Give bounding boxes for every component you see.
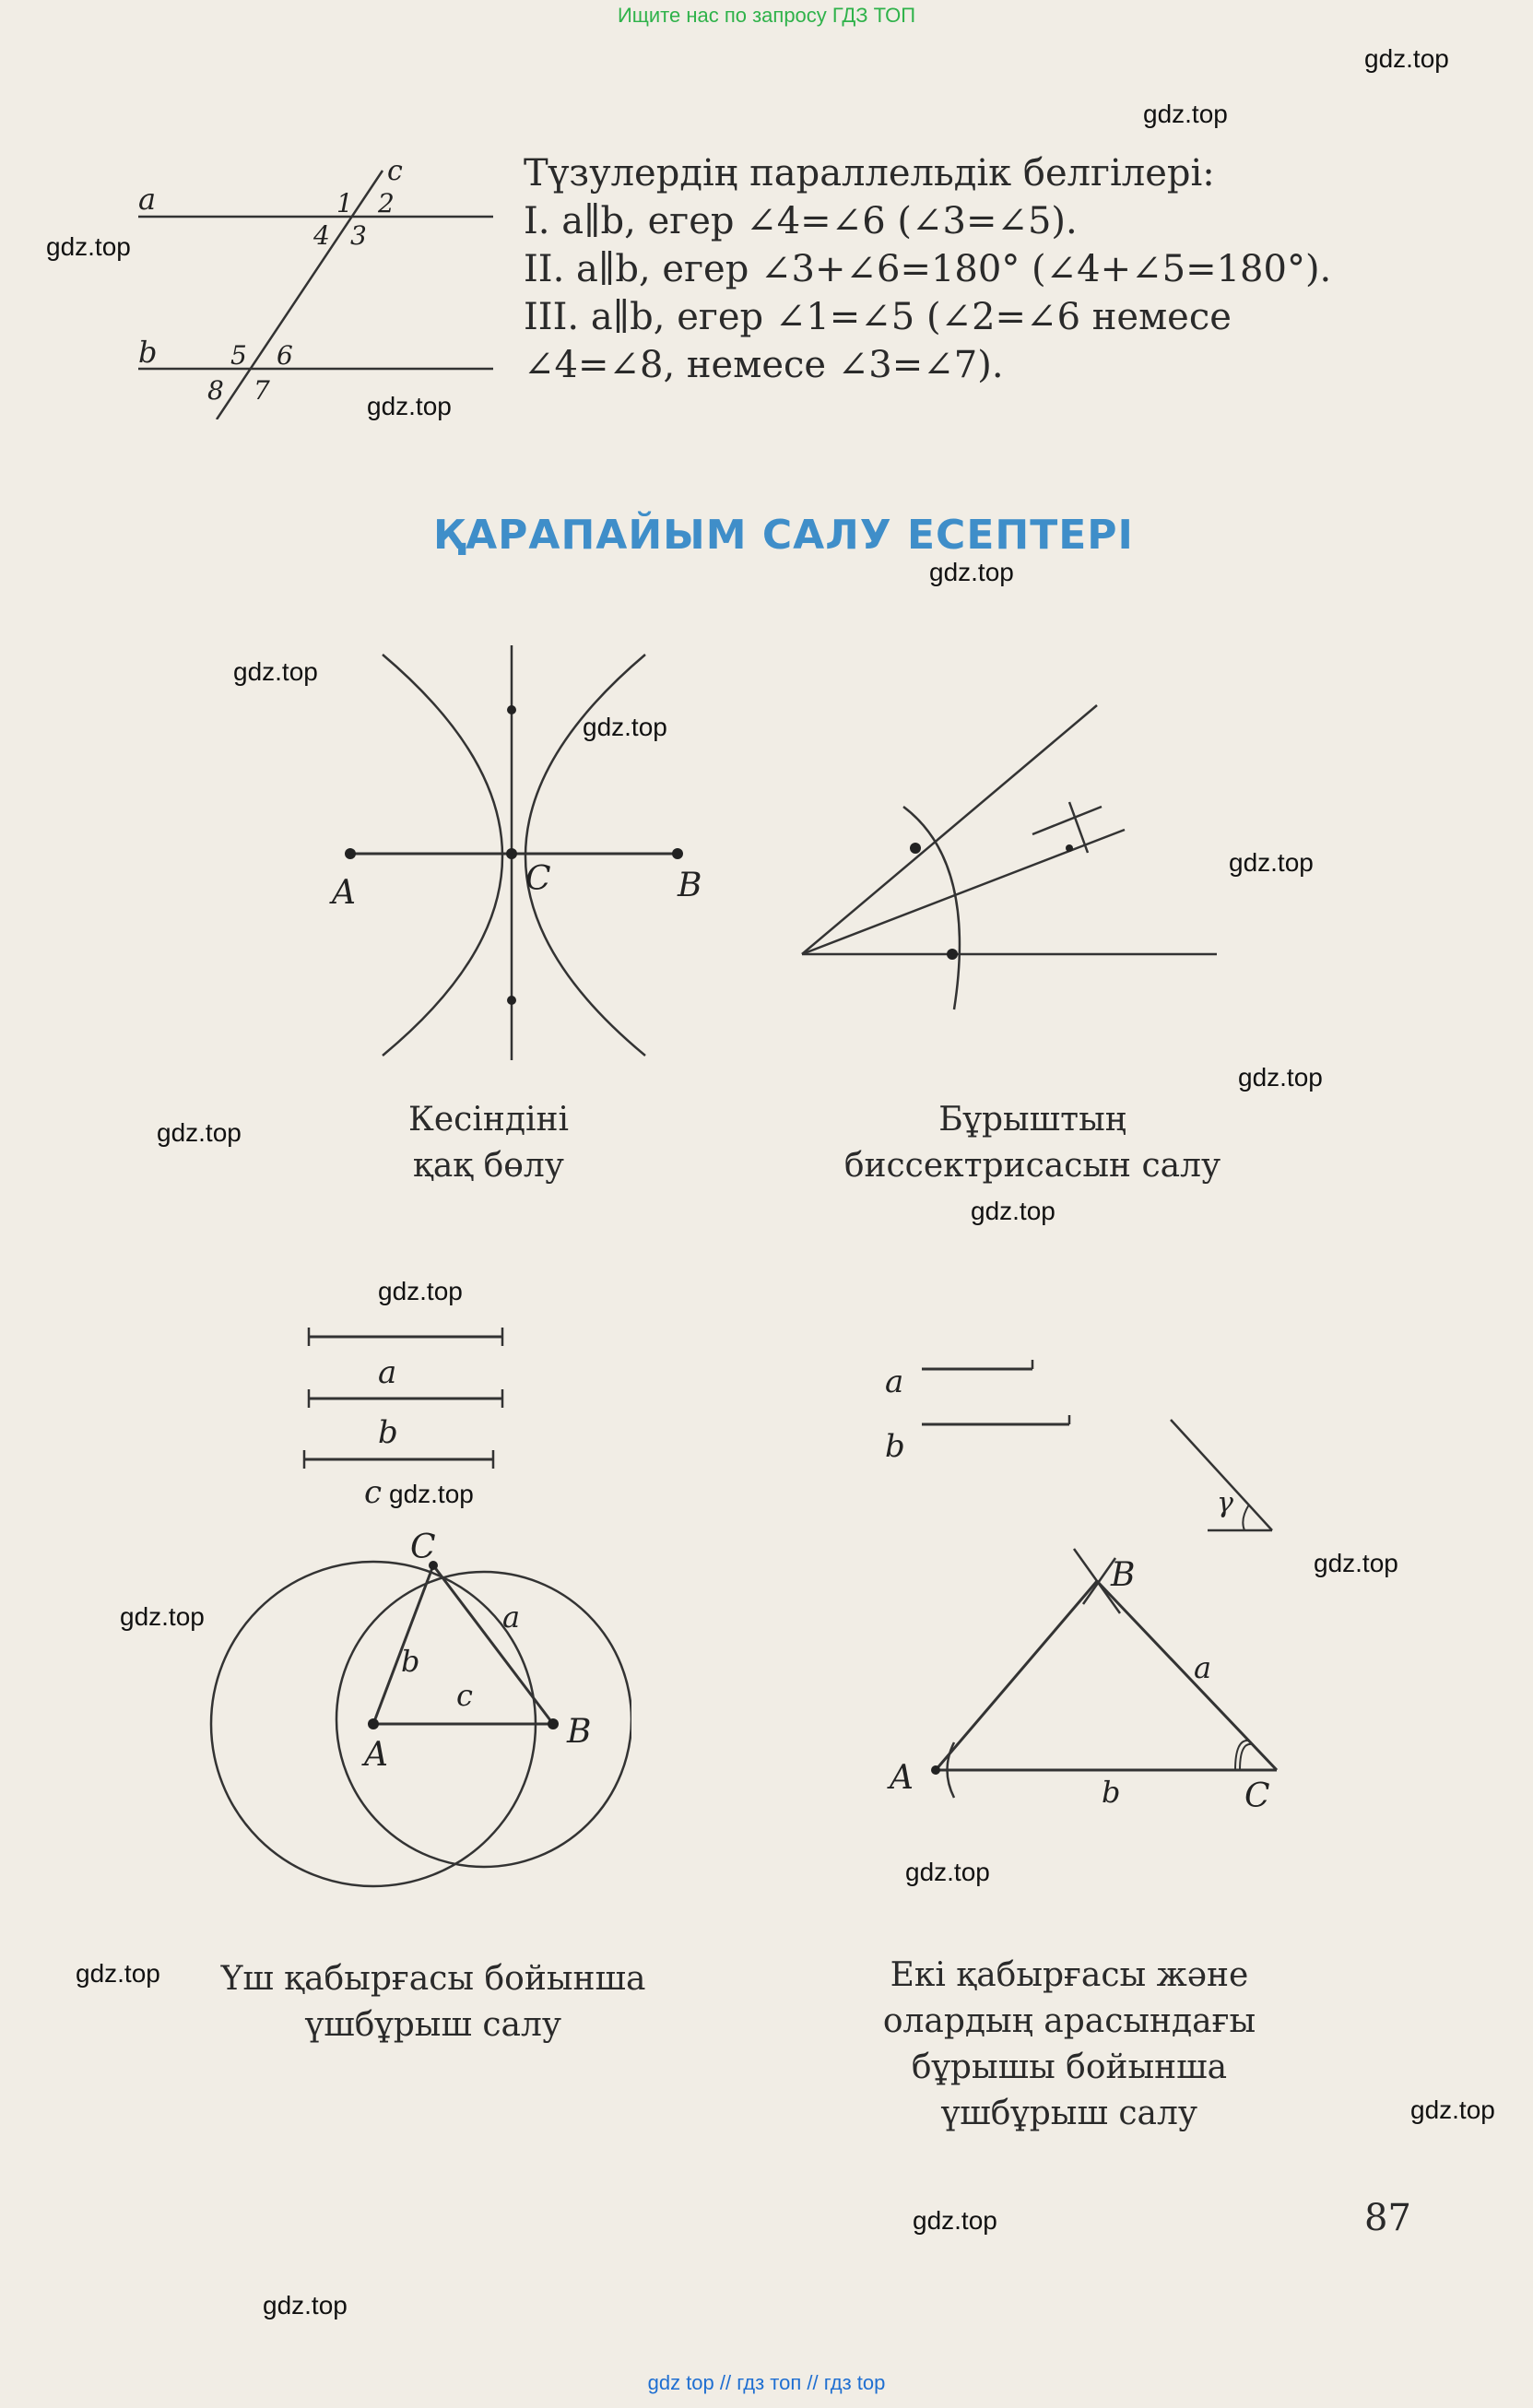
caption-line: бұрышы бойынша: [911, 2048, 1228, 2086]
point-c-label: C: [525, 860, 551, 898]
segment-b-label: b: [378, 1414, 398, 1451]
segment-a-label: a: [378, 1354, 397, 1391]
parallel-title: Түзулердің параллельдік белгілері:: [524, 152, 1215, 195]
watermark: gdz.top: [120, 1602, 205, 1631]
watermark: gdz.top: [233, 657, 318, 686]
watermark: gdz.top: [1229, 848, 1314, 877]
watermark: gdz.top: [1143, 100, 1228, 128]
caption-line: олардың арасындағы: [882, 2002, 1256, 2040]
angle-2-label: 2: [378, 188, 395, 218]
bottom-banner[interactable]: gdz top // гдз топ // гдз top: [647, 2371, 886, 2394]
angle-3-label: 3: [350, 220, 367, 251]
page-number: 87: [1364, 2197, 1411, 2239]
point-b-label: B: [678, 867, 702, 904]
angle-bisector-caption: [811, 1097, 1254, 1189]
vertex-c-label: C: [410, 1529, 436, 1566]
angle-5-label: 5: [230, 340, 247, 371]
caption-line: үшбұрыш салу: [304, 2006, 562, 2044]
triangle-three-sides-diagram: [207, 1309, 631, 1918]
watermark: gdz.top: [1364, 44, 1449, 73]
point-a-label: A: [332, 874, 356, 912]
triangle-two-sides-angle-diagram: [885, 1355, 1337, 1835]
watermark: gdz.top: [971, 1197, 1055, 1225]
vertex-b-label: B: [567, 1713, 592, 1751]
criterion-3: III. a∥b, егер ∠1=∠5 (∠2=∠6 немесе: [524, 296, 1232, 338]
watermark: gdz.top: [157, 1118, 242, 1147]
segment-b-label: b: [885, 1428, 905, 1465]
watermark: gdz.top: [905, 1858, 990, 1886]
segment-bisection-diagram: [327, 636, 714, 1069]
caption-line: Кесіндіні: [407, 1101, 570, 1139]
caption-line: Үш қабырғасы бойынша: [220, 1960, 646, 1998]
caption-line: қақ бөлу: [413, 1147, 564, 1185]
triangle-three-sides-caption: [203, 1956, 664, 2048]
vertex-b-label: B: [1111, 1556, 1136, 1594]
gamma-label: γ: [1217, 1487, 1233, 1519]
watermark: gdz.top: [1314, 1549, 1398, 1577]
parallel-lines-diagram: [129, 152, 498, 419]
vertex-c-label: C: [1244, 1777, 1270, 1815]
watermark: gdz.top: [378, 1277, 463, 1305]
segment-a-label: a: [885, 1363, 904, 1400]
angle-6-label: 6: [277, 340, 293, 371]
vertex-a-label: A: [364, 1736, 388, 1774]
angle-bisector-diagram: [793, 691, 1226, 1014]
watermark: gdz.top: [1410, 2095, 1495, 2124]
top-banner[interactable]: Ищите нас по запросу ГДЗ ТОП: [617, 4, 916, 27]
segment-bisection-caption: [323, 1097, 654, 1189]
caption-line: Бұрыштың: [938, 1101, 1126, 1139]
caption-line: үшбұрыш салу: [940, 2095, 1198, 2132]
caption-line: биссектрисасын салу: [843, 1147, 1221, 1185]
caption-line: Екі қабырғасы және: [890, 1956, 1249, 1994]
section-heading: ҚАРАПАЙЫМ САЛУ ЕСЕПТЕРІ: [433, 512, 1134, 559]
side-b-label: b: [1102, 1775, 1121, 1810]
watermark: gdz.top: [46, 232, 131, 261]
vertex-a-label: A: [890, 1759, 914, 1797]
watermark: gdz.top: [929, 558, 1014, 586]
watermark: gdz.top: [389, 1480, 474, 1508]
segment-c-label: c: [364, 1474, 383, 1511]
angle-1-label: 1: [336, 188, 353, 218]
watermark: gdz.top: [1238, 1063, 1323, 1092]
watermark: gdz.top: [263, 2291, 348, 2319]
angle-4-label: 4: [313, 220, 330, 251]
parallel-criteria-text: [524, 149, 1331, 389]
triangle-two-sides-angle-caption: [839, 1953, 1300, 2137]
criterion-3-cont: ∠4=∠8, немесе ∠3=∠7).: [524, 344, 1004, 386]
side-b-label: b: [401, 1644, 420, 1679]
watermark: gdz.top: [367, 392, 452, 420]
side-a-label: a: [502, 1599, 521, 1635]
side-a-label: a: [1194, 1650, 1212, 1685]
angle-7-label: 7: [254, 375, 270, 406]
watermark: gdz.top: [76, 1959, 160, 1988]
angle-8-label: 8: [207, 375, 224, 406]
label-line-b: b: [138, 335, 158, 370]
side-c-label: c: [456, 1678, 473, 1713]
label-line-a: a: [138, 182, 157, 217]
watermark: gdz.top: [913, 2206, 997, 2235]
watermark: gdz.top: [583, 713, 667, 741]
criterion-1: I. a∥b, егер ∠4=∠6 (∠3=∠5).: [524, 200, 1078, 242]
criterion-2: II. a∥b, егер ∠3+∠6=180° (∠4+∠5=180°).: [524, 248, 1332, 290]
label-line-c: c: [387, 155, 403, 187]
